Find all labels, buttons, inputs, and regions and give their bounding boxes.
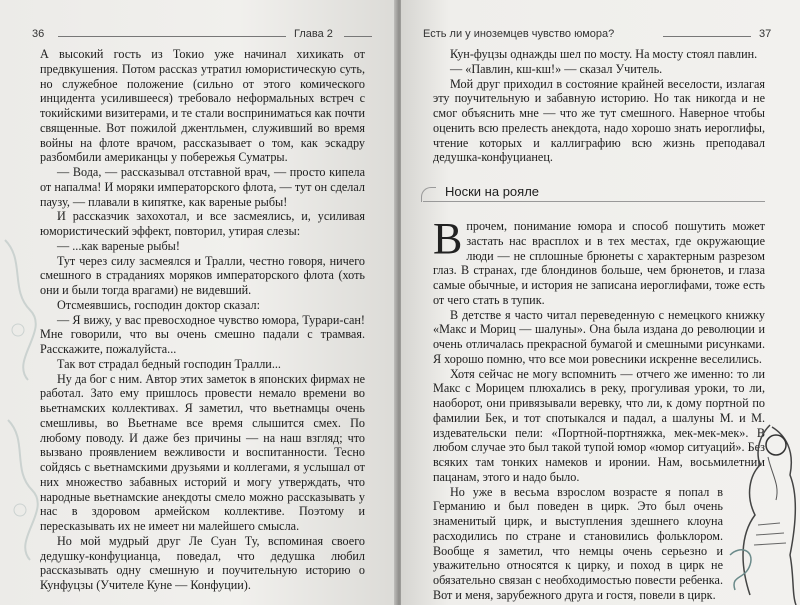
section-title: Носки на рояле bbox=[445, 184, 540, 199]
paragraph: Отсмеявшись, господин доктор сказал: bbox=[57, 297, 261, 312]
paragraph: Но уже в весьма взрослом возрасте я попал в Германию и был поведен в цирк. Это был очень знаменитый цирк, и выступления здешнего клоуна расходились по стране и становились фольклором. Вообще я заметил, что немцы очень серьезно и уважительно относятся к цирку, и поход в цирк не обязательно связан с необходимостью повести ребенка. Вот и меня, зарубежного друга и гостя, повели в цирк. bbox=[433, 484, 723, 602]
paragraph: И рассказчик захохотал, и все засмеялись, и, усиливая юмористический эффект, повторил, утирая слезы: bbox=[40, 209, 365, 238]
lead-paragraph-text: прочем, понимание юмора и способ пошутить может застать нас врасплох и в тех местах, где окружающие люди — не сплошные брюнеты с характерным разрезом глаз. В странах, где блондинов больше, чем брюнетов, и глаза самые обычные, и история не записана иероглифами, тоже есть от чего стать в тупик. bbox=[433, 219, 765, 307]
heading-rule bbox=[423, 201, 765, 202]
paragraph: — Вода, — рассказывал отставной врач, — просто кипела от напалма! И моряки императорского флота, — тут он сделал паузу, — плавали в кипятке, как вареные рыбы! bbox=[40, 165, 365, 209]
running-header-right bbox=[423, 28, 775, 44]
paragraph: — ...как вареные рыбы! bbox=[57, 238, 180, 253]
chapter-title: Глава 2 bbox=[294, 28, 333, 40]
sage-illustration bbox=[710, 405, 800, 605]
header-rule bbox=[58, 36, 286, 37]
paragraph: Мой друг приходил в состояние крайней веселости, излагая эту поучительную и забавную историю. Но так никогда и не смог объяснить мне — что же тут смешного. Наверное чтобы оценить всю прелесть анекдота, надо хорошо знать иероглифы, чтение которых и каллиграфию всю жизнь преподавал дедушка-конфуцианец. bbox=[433, 76, 765, 165]
left-body-text bbox=[40, 47, 365, 593]
lead-paragraph bbox=[433, 214, 765, 308]
paragraph: Тут через силу засмеялся и Тралли, честно говоря, ничего смешного в страданиях моряков императорского флота (хоть они и были тогда врагами) не видевший. bbox=[40, 253, 365, 297]
header-rule bbox=[663, 36, 751, 37]
paragraph: В детстве я часто читал переведенную с немецкого книжку «Макс и Мориц — шалуны». Она была издана до революции и очень отличалась прекрасной бумагой и смешными рисунками. Я хорошо помню, что все мои ровесники искренне веселились. bbox=[433, 307, 765, 366]
paragraph: — Я вижу, у вас превосходное чувство юмора, Турари-сан! Мне говорили, что вы очень смешно падали с трамвая. Расскажите, пожалуйста... bbox=[40, 312, 365, 356]
paragraph: А высокий гость из Токио уже начинал хихикать от предвкушения. Потом рассказ утратил юмористическую суть, но служебное положение (сильно от этого комического инцидента усилившееся) требовало неформальных встреч с токийскими визитерами, и те стали восприниматься как почти священные. Вот пожилой джентльмен, служивший во время войны на флоте врачом, рассказывает о том, как эскадру разбомбили американцы у побережья Суматры. bbox=[40, 47, 365, 165]
paragraph: — «Павлин, кш-кш!» — сказал Учитель. bbox=[450, 61, 663, 76]
right-page bbox=[401, 0, 800, 605]
ornament-decoration bbox=[0, 0, 40, 605]
page-number: 37 bbox=[759, 28, 772, 40]
heading-flourish bbox=[421, 187, 436, 202]
paragraph: Кун-фуцзы однажды шел по мосту. На мосту стоял павлин. bbox=[450, 47, 758, 61]
running-title: Есть ли у иноземцев чувство юмора? bbox=[423, 28, 615, 40]
paragraph: Так вот страдал бедный господин Тралли... bbox=[57, 356, 281, 371]
header-rule bbox=[344, 36, 372, 37]
drop-cap: В bbox=[433, 214, 463, 263]
page-number: 36 bbox=[32, 28, 45, 40]
paragraph: Ну да бог с ним. Автор этих заметок в японских фирмах не работал. Зато ему пришлось провести немало времени во вьетнамских коллективах. Я заметил, что вьетнамцы очень смешливы, во Вьетнаме все время слышится смех. По любому поводу. И даже без причины — на наш взгляд; что вызвано проявлением вежливости и воспитанности. Тесно сойдясь с вьетнамскими друзьями и коллегами, я услышал от них множество забавных историй и могу утверждать, что народные вьетнамские анекдоты смело можно рассказывать у нас в здоровом армейском коллективе. Поэтому и пересказывать их не имеет ни малейшего смысла. bbox=[40, 371, 365, 533]
paragraph: Но мой мудрый друг Ле Суан Ту, вспоминая своего дедушку-конфуцианца, поведал, что дедушка любил рассказывать одну смешную и поучительную историю о Кунфуцзы (Учителе Куне — Конфуции). bbox=[40, 533, 365, 592]
section-heading bbox=[433, 185, 765, 207]
left-page bbox=[0, 0, 397, 605]
running-header-left bbox=[32, 28, 372, 44]
paragraph: Хотя сейчас не могу вспомнить — отчего же именно: то ли Макс с Морицем плюхались в реку, прогуливая уроки, то ли, наоборот, они привязывали веревку, что ли, к дому портной по фамилии Бек, и тот спотыкался и падал, а шалуны М. и М. издевательски пели: «Портной-портняжка, мек-мек-мек». В любом случае это был такой тупой юмор «юмор ситуаций». Без всяких там тонких намеков и иронии. Нам, восьмилетним пацанам, этого и надо было. bbox=[433, 366, 765, 484]
